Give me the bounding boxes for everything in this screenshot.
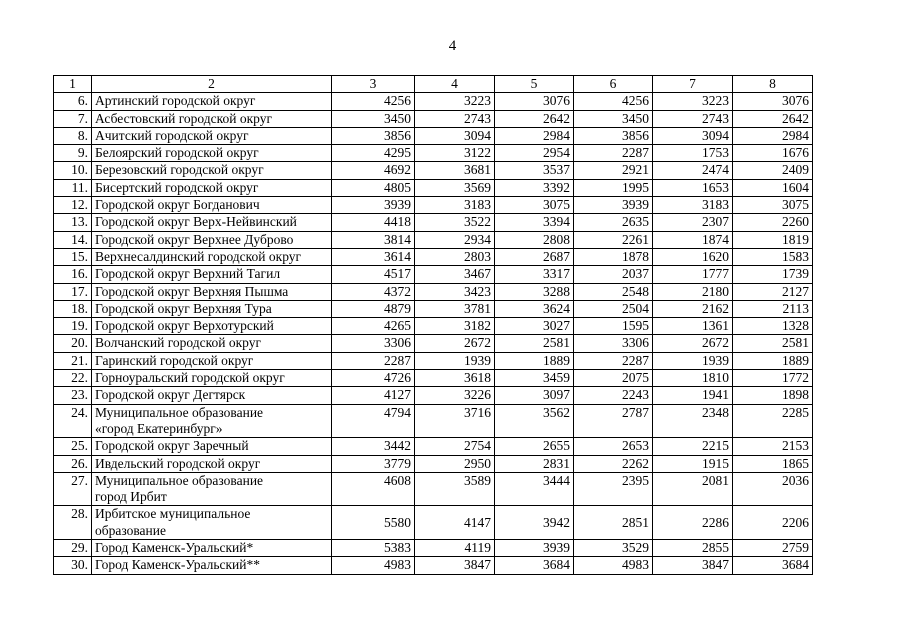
value-cell: 3223 — [653, 93, 733, 110]
value-cell: 1941 — [653, 387, 733, 404]
row-number: 17. — [54, 283, 92, 300]
value-cell: 1620 — [653, 248, 733, 265]
value-cell: 3122 — [415, 145, 495, 162]
header-cell: 1 — [54, 76, 92, 93]
value-cell: 1361 — [653, 318, 733, 335]
value-cell: 2984 — [733, 127, 813, 144]
row-number: 12. — [54, 197, 92, 214]
table-row — [54, 266, 813, 283]
page-number: 4 — [448, 38, 457, 54]
value-cell: 1865 — [733, 455, 813, 472]
municipality-name: Верхнесалдинский городской округ — [92, 248, 332, 265]
table-row — [54, 318, 813, 335]
municipality-name-line: Муниципальное образование — [95, 472, 264, 488]
value-cell: 4794 — [332, 404, 415, 438]
value-cell: 2474 — [653, 162, 733, 179]
value-cell: 4256 — [332, 93, 415, 110]
value-cell: 2672 — [415, 335, 495, 352]
header-cell: 8 — [733, 76, 813, 93]
value-cell: 3288 — [495, 283, 574, 300]
value-cell: 2787 — [574, 404, 653, 438]
table-row — [54, 197, 813, 214]
value-cell: 1676 — [733, 145, 813, 162]
value-cell: 4127 — [332, 387, 415, 404]
value-cell: 3856 — [332, 127, 415, 144]
value-cell: 1772 — [733, 370, 813, 387]
value-cell: 1583 — [733, 248, 813, 265]
table-row — [54, 110, 813, 127]
value-cell: 3716 — [415, 404, 495, 438]
value-cell: 1995 — [574, 179, 653, 196]
table-row — [54, 540, 813, 557]
value-cell: 3856 — [574, 127, 653, 144]
value-cell: 3094 — [653, 127, 733, 144]
value-cell: 4147 — [415, 506, 495, 540]
table-body — [54, 93, 813, 574]
table-row — [54, 214, 813, 231]
value-cell: 3618 — [415, 370, 495, 387]
value-cell: 2642 — [495, 110, 574, 127]
value-cell: 3075 — [495, 197, 574, 214]
value-cell: 3306 — [332, 335, 415, 352]
municipality-name: Волчанский городской округ — [92, 335, 332, 352]
value-cell: 2653 — [574, 438, 653, 455]
municipality-name: Городской округ Верхотурский — [92, 318, 332, 335]
value-cell: 2075 — [574, 370, 653, 387]
value-cell: 3624 — [495, 300, 574, 317]
value-cell: 2851 — [574, 506, 653, 540]
table-row — [54, 370, 813, 387]
value-cell: 1595 — [574, 318, 653, 335]
value-cell: 2262 — [574, 455, 653, 472]
value-cell: 2687 — [495, 248, 574, 265]
value-cell: 3942 — [495, 506, 574, 540]
row-number: 24. — [54, 404, 92, 438]
value-cell: 4983 — [574, 557, 653, 574]
value-cell: 1739 — [733, 266, 813, 283]
value-cell: 3317 — [495, 266, 574, 283]
table-row — [54, 335, 813, 352]
value-cell: 2287 — [332, 352, 415, 369]
value-cell: 3075 — [733, 197, 813, 214]
municipality-name: Ачитский городской округ — [92, 127, 332, 144]
municipality-name: Городской округ Заречный — [92, 438, 332, 455]
value-cell: 3614 — [332, 248, 415, 265]
value-cell: 2409 — [733, 162, 813, 179]
municipality-name-line: «город Екатеринбург» — [95, 420, 223, 436]
table-row — [54, 404, 813, 438]
value-cell: 2934 — [415, 231, 495, 248]
table-row — [54, 231, 813, 248]
value-cell: 2206 — [733, 506, 813, 540]
table-row — [54, 248, 813, 265]
municipality-name-line: Ирбитское муниципальное — [95, 506, 251, 522]
row-number: 25. — [54, 438, 92, 455]
value-cell: 3394 — [495, 214, 574, 231]
table-row — [54, 352, 813, 369]
value-cell: 4517 — [332, 266, 415, 283]
value-cell: 2803 — [415, 248, 495, 265]
value-cell: 2954 — [495, 145, 574, 162]
header-cell: 5 — [495, 76, 574, 93]
row-number: 19. — [54, 318, 92, 335]
value-cell: 2950 — [415, 455, 495, 472]
municipality-name — [92, 472, 332, 506]
value-cell: 2243 — [574, 387, 653, 404]
value-cell: 3094 — [415, 127, 495, 144]
value-cell: 3442 — [332, 438, 415, 455]
value-cell: 2215 — [653, 438, 733, 455]
value-cell: 4295 — [332, 145, 415, 162]
value-cell: 2162 — [653, 300, 733, 317]
value-cell: 3537 — [495, 162, 574, 179]
value-cell: 2286 — [653, 506, 733, 540]
municipality-name-line: образование — [95, 522, 166, 538]
row-number: 21. — [54, 352, 92, 369]
table-row — [54, 283, 813, 300]
municipality-name: Асбестовский городской округ — [92, 110, 332, 127]
value-cell: 3589 — [415, 472, 495, 506]
value-cell: 4879 — [332, 300, 415, 317]
value-cell: 3076 — [495, 93, 574, 110]
row-number: 29. — [54, 540, 92, 557]
municipality-name — [92, 506, 332, 540]
value-cell: 3522 — [415, 214, 495, 231]
municipality-name: Ивдельский городской округ — [92, 455, 332, 472]
table-row — [54, 438, 813, 455]
value-cell: 3779 — [332, 455, 415, 472]
value-cell: 3684 — [733, 557, 813, 574]
table-row — [54, 145, 813, 162]
value-cell: 4805 — [332, 179, 415, 196]
value-cell: 2855 — [653, 540, 733, 557]
value-cell: 3939 — [495, 540, 574, 557]
value-cell: 2307 — [653, 214, 733, 231]
value-cell: 5383 — [332, 540, 415, 557]
value-cell: 2655 — [495, 438, 574, 455]
row-number: 27. — [54, 472, 92, 506]
value-cell: 2395 — [574, 472, 653, 506]
value-cell: 2808 — [495, 231, 574, 248]
value-cell: 3182 — [415, 318, 495, 335]
row-number: 15. — [54, 248, 92, 265]
value-cell: 3392 — [495, 179, 574, 196]
row-number: 26. — [54, 455, 92, 472]
value-cell: 2672 — [653, 335, 733, 352]
header-cell: 2 — [92, 76, 332, 93]
value-cell: 3097 — [495, 387, 574, 404]
value-cell: 3183 — [415, 197, 495, 214]
municipality-name: Город Каменск-Уральский** — [92, 557, 332, 574]
value-cell: 2127 — [733, 283, 813, 300]
value-cell: 2081 — [653, 472, 733, 506]
municipality-name-line: Муниципальное образование — [95, 404, 264, 420]
value-cell: 2285 — [733, 404, 813, 438]
table-row — [54, 93, 813, 110]
value-cell: 3076 — [733, 93, 813, 110]
value-cell: 2984 — [495, 127, 574, 144]
table-row — [54, 472, 813, 506]
value-cell: 1328 — [733, 318, 813, 335]
value-cell: 1889 — [495, 352, 574, 369]
row-number: 7. — [54, 110, 92, 127]
municipality-name: Городской округ Верхняя Пышма — [92, 283, 332, 300]
value-cell: 2581 — [495, 335, 574, 352]
value-cell: 2037 — [574, 266, 653, 283]
header-cell: 3 — [332, 76, 415, 93]
table-row — [54, 506, 813, 540]
table-row — [54, 387, 813, 404]
value-cell: 2581 — [733, 335, 813, 352]
municipality-name: Артинский городской округ — [92, 93, 332, 110]
value-cell: 1915 — [653, 455, 733, 472]
value-cell: 4726 — [332, 370, 415, 387]
value-cell: 1898 — [733, 387, 813, 404]
value-cell: 1777 — [653, 266, 733, 283]
value-cell: 2754 — [415, 438, 495, 455]
value-cell: 2287 — [574, 145, 653, 162]
row-number: 6. — [54, 93, 92, 110]
municipality-name: Горноуральский городской округ — [92, 370, 332, 387]
row-number: 8. — [54, 127, 92, 144]
value-cell: 1753 — [653, 145, 733, 162]
table-row — [54, 127, 813, 144]
value-cell: 3450 — [574, 110, 653, 127]
value-cell: 2921 — [574, 162, 653, 179]
value-cell: 3681 — [415, 162, 495, 179]
value-cell: 2113 — [733, 300, 813, 317]
municipality-name-line: город Ирбит — [95, 489, 167, 505]
municipality-name: Березовский городской округ — [92, 162, 332, 179]
row-number: 20. — [54, 335, 92, 352]
value-cell: 3450 — [332, 110, 415, 127]
value-cell: 3847 — [415, 557, 495, 574]
value-cell: 1819 — [733, 231, 813, 248]
row-number: 14. — [54, 231, 92, 248]
value-cell: 3444 — [495, 472, 574, 506]
value-cell: 4692 — [332, 162, 415, 179]
value-cell: 1939 — [415, 352, 495, 369]
value-cell: 2287 — [574, 352, 653, 369]
row-number: 22. — [54, 370, 92, 387]
data-table — [53, 75, 813, 575]
value-cell: 4418 — [332, 214, 415, 231]
table-row — [54, 162, 813, 179]
row-number: 16. — [54, 266, 92, 283]
value-cell: 3223 — [415, 93, 495, 110]
value-cell: 1653 — [653, 179, 733, 196]
value-cell: 3781 — [415, 300, 495, 317]
value-cell: 2036 — [733, 472, 813, 506]
value-cell: 3562 — [495, 404, 574, 438]
municipality-name: Гаринский городской округ — [92, 352, 332, 369]
table-row — [54, 455, 813, 472]
header-cell: 4 — [415, 76, 495, 93]
value-cell: 2759 — [733, 540, 813, 557]
value-cell: 3467 — [415, 266, 495, 283]
table-row — [54, 179, 813, 196]
value-cell: 3226 — [415, 387, 495, 404]
value-cell: 4119 — [415, 540, 495, 557]
value-cell: 2743 — [415, 110, 495, 127]
value-cell: 2548 — [574, 283, 653, 300]
municipality-name: Городской округ Верх-Нейвинский — [92, 214, 332, 231]
value-cell: 4983 — [332, 557, 415, 574]
value-cell: 3529 — [574, 540, 653, 557]
table-row — [54, 300, 813, 317]
row-number: 28. — [54, 506, 92, 540]
value-cell: 1889 — [733, 352, 813, 369]
value-cell: 3847 — [653, 557, 733, 574]
value-cell: 1810 — [653, 370, 733, 387]
value-cell: 3183 — [653, 197, 733, 214]
value-cell: 1874 — [653, 231, 733, 248]
municipality-name: Городской округ Верхнее Дуброво — [92, 231, 332, 248]
value-cell: 1878 — [574, 248, 653, 265]
value-cell: 2153 — [733, 438, 813, 455]
row-number: 13. — [54, 214, 92, 231]
value-cell: 5580 — [332, 506, 415, 540]
value-cell: 2635 — [574, 214, 653, 231]
value-cell: 3569 — [415, 179, 495, 196]
header-row — [54, 76, 813, 93]
header-cell: 7 — [653, 76, 733, 93]
municipality-name: Городской округ Богданович — [92, 197, 332, 214]
row-number: 9. — [54, 145, 92, 162]
value-cell: 3814 — [332, 231, 415, 248]
row-number: 23. — [54, 387, 92, 404]
value-cell: 2743 — [653, 110, 733, 127]
value-cell: 2261 — [574, 231, 653, 248]
header-cell: 6 — [574, 76, 653, 93]
value-cell: 3939 — [574, 197, 653, 214]
value-cell: 1604 — [733, 179, 813, 196]
row-number: 30. — [54, 557, 92, 574]
value-cell: 2348 — [653, 404, 733, 438]
municipality-name: Белоярский городской округ — [92, 145, 332, 162]
value-cell: 3306 — [574, 335, 653, 352]
value-cell: 4608 — [332, 472, 415, 506]
municipality-name: Городской округ Верхняя Тура — [92, 300, 332, 317]
municipality-name: Городской округ Дегтярск — [92, 387, 332, 404]
value-cell: 2831 — [495, 455, 574, 472]
row-number: 11. — [54, 179, 92, 196]
value-cell: 2504 — [574, 300, 653, 317]
value-cell: 4265 — [332, 318, 415, 335]
value-cell: 3423 — [415, 283, 495, 300]
value-cell: 1939 — [653, 352, 733, 369]
row-number: 10. — [54, 162, 92, 179]
value-cell: 3939 — [332, 197, 415, 214]
municipality-name: Город Каменск-Уральский* — [92, 540, 332, 557]
municipality-name: Городской округ Верхний Тагил — [92, 266, 332, 283]
value-cell: 2642 — [733, 110, 813, 127]
value-cell: 3027 — [495, 318, 574, 335]
value-cell: 4372 — [332, 283, 415, 300]
municipality-name: Бисертский городской округ — [92, 179, 332, 196]
value-cell: 2180 — [653, 283, 733, 300]
municipality-name — [92, 404, 332, 438]
table-row — [54, 557, 813, 574]
value-cell: 2260 — [733, 214, 813, 231]
value-cell: 4256 — [574, 93, 653, 110]
value-cell: 3684 — [495, 557, 574, 574]
row-number: 18. — [54, 300, 92, 317]
value-cell: 3459 — [495, 370, 574, 387]
